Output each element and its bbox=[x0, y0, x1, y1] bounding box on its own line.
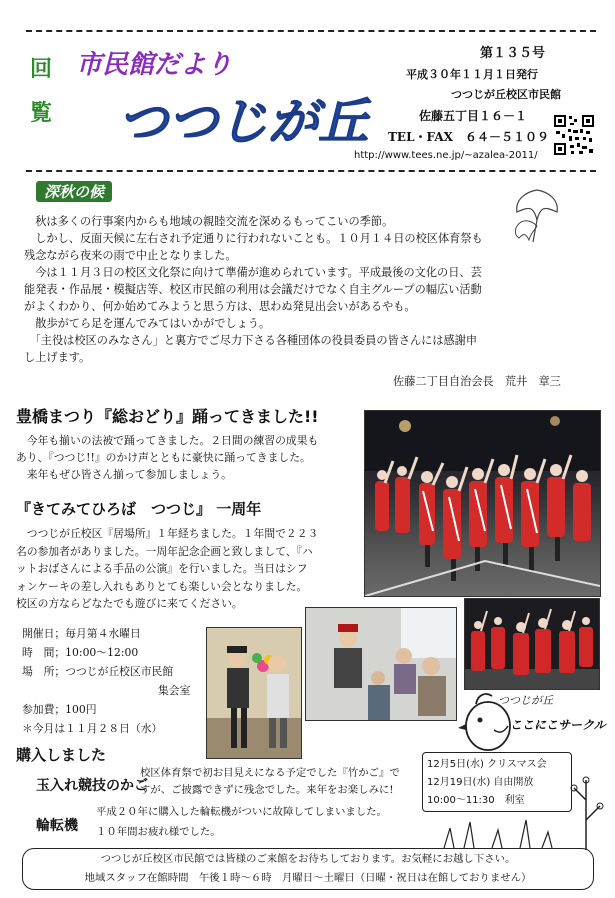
detail-place: 場 所；つつじが丘校区市民館 bbox=[22, 665, 174, 678]
newsletter-title: つつじが丘 bbox=[118, 93, 368, 151]
circle-events-box bbox=[422, 752, 572, 812]
address: 佐藤五丁目１６－１ bbox=[419, 109, 528, 123]
branch-icon bbox=[566, 770, 606, 850]
purchase-item2-line: １０年間お疲れ様でした。 bbox=[96, 826, 221, 838]
hiroba-line: つつじが丘校区『居場所』１年経ちました。１年間で２２３ bbox=[16, 527, 319, 540]
purchase-item2-text bbox=[96, 802, 387, 842]
detail-room: 集会室 bbox=[158, 684, 191, 697]
greeting-line: がよくわかり、何か始めてみようと思う方は、思わぬ発見出会いがあるやも。 bbox=[24, 300, 416, 313]
greeting-line: 残念ながら夜来の雨で中止となりました。 bbox=[24, 249, 237, 262]
detail-date: 開催日；毎月第４水曜日 bbox=[22, 627, 141, 640]
header-divider bbox=[26, 170, 596, 172]
greeting-heading: 深秋の候 bbox=[36, 181, 112, 202]
festival-line: あり、『つつじ!!』のかけ声とともに豪快に踊ってきました。 bbox=[16, 451, 311, 464]
purchase-item1-text bbox=[140, 765, 400, 799]
circle-event: 12月19日(水) 自由開放 bbox=[427, 777, 534, 788]
top-divider bbox=[26, 30, 596, 32]
hiroba-details bbox=[22, 624, 190, 738]
footer-line-2: 地域スタッフ在館時間 午後１時～６時 月曜日～土曜日（日曜・祝日は在館しておりません） bbox=[84, 872, 532, 884]
festival-line: 来年もぜひ皆さん揃って参加しましょう。 bbox=[16, 468, 232, 481]
circle-event: 12月5日(水) クリスマス会 bbox=[427, 759, 547, 770]
detail-time: 時 間；10:00～12:00 bbox=[22, 646, 139, 659]
purchase-item1-label: 玉入れ競技のかご bbox=[36, 778, 148, 794]
festival-dance-photo bbox=[364, 410, 601, 597]
hiroba-line: 校区の方ならどなたでも遊びに来てください。 bbox=[16, 597, 243, 610]
hiroba-line: ットおばさんによる手品の公演』を行いました。当日はシフ bbox=[16, 562, 308, 575]
hiroba-line: 名の参加者がありました。一周年記念企画と致しまして、『ハ bbox=[16, 544, 313, 558]
purchase-item1-line: 校区体育祭で初お目見えになる予定でした『竹かご』で bbox=[140, 767, 400, 779]
website-url[interactable]: http://www.tees.ne.jp/~azalea-2011/ bbox=[354, 150, 538, 161]
footer-box bbox=[22, 848, 594, 890]
greeting-line: 散歩がてら足を運んでみてはいかがでしょう。 bbox=[24, 317, 271, 330]
hiroba-body bbox=[16, 525, 318, 613]
tel-fax: TEL・FAX ６４－５１０９ bbox=[388, 130, 549, 144]
greeting-body bbox=[24, 213, 483, 366]
kairan-mark-2: 覧 bbox=[30, 101, 53, 126]
detail-this-month: ＊今月は１１月２８日（水） bbox=[22, 722, 163, 735]
circle-title-1: つつじが丘 bbox=[498, 694, 553, 707]
purchase-heading: 購入しました bbox=[16, 746, 107, 764]
greeting-line: しかし、反面天候に左右され予定通りに行われないことも。１０月１４日の校区体育祭も bbox=[24, 232, 483, 245]
purchase-item2-label: 輪転機 bbox=[36, 818, 78, 834]
greeting-line: 能発表・作品展・模擬店等、校区市民館の利用は会議だけでなく自主グループの幅広い活動 bbox=[24, 283, 482, 296]
kairan-mark-1: 回 bbox=[30, 57, 53, 82]
purchase-item1-line: すが、ご披露できずに残念でした。来年をお楽しみに! bbox=[140, 784, 394, 796]
greeting-signature: 佐藤二丁目自治会長 荒井 章三 bbox=[393, 375, 561, 388]
hiroba-heading: 『きてみてひろば つつじ』 一周年 bbox=[16, 500, 262, 518]
newsletter-subtitle: 市民館だより bbox=[76, 50, 233, 80]
grass-icon bbox=[440, 812, 560, 848]
greeting-line: 今は１１月３日の校区文化祭に向けて準備が進められています。平成最後の文化の日、芸 bbox=[24, 266, 482, 279]
magic-show-photo-2 bbox=[305, 607, 457, 721]
circle-title-2: ここにこサークル bbox=[510, 718, 606, 732]
circle-event: 10:00～11:30 利室 bbox=[427, 795, 525, 806]
greeting-line: 秋は多くの行事案内からも地域の親睦交流を深めるもってこいの季節。 bbox=[24, 215, 394, 228]
greeting-line: 「主役は校区のみなさん」と裏方でご尽力下さる各種団体の役員委員の皆さんには感謝申 bbox=[24, 334, 478, 347]
festival-body bbox=[16, 432, 318, 483]
purchase-item2-line: 平成２０年に購入した輪転機がついに故障してしまいました。 bbox=[96, 806, 387, 818]
publisher: つつじが丘校区市民館 bbox=[451, 88, 561, 101]
detail-fee: 参加費；100円 bbox=[22, 703, 97, 716]
greeting-line: し上げます。 bbox=[24, 351, 91, 364]
magic-show-photo-1 bbox=[206, 627, 302, 759]
festival-photo-small bbox=[464, 598, 600, 690]
issue-date: 平成３０年１１月１日発行 bbox=[406, 68, 538, 81]
hiroba-line: ォンケーキの差し入れもありとても楽しい会となりました。 bbox=[16, 579, 308, 593]
ginkgo-leaf-icon bbox=[507, 182, 567, 252]
issue-number: 第１３５号 bbox=[480, 46, 546, 61]
footer-line-1: つつじが丘校区市民館では皆様のご来館をお待ちしております。お気軽にお越し下さい。 bbox=[100, 853, 516, 865]
qr-code-icon bbox=[553, 114, 595, 156]
festival-line: 今年も揃いの法被で踊ってきました。２日間の練習の成果も bbox=[16, 434, 319, 447]
festival-heading: 豊橋まつり『総おどり』踊ってきました!! bbox=[16, 407, 319, 426]
